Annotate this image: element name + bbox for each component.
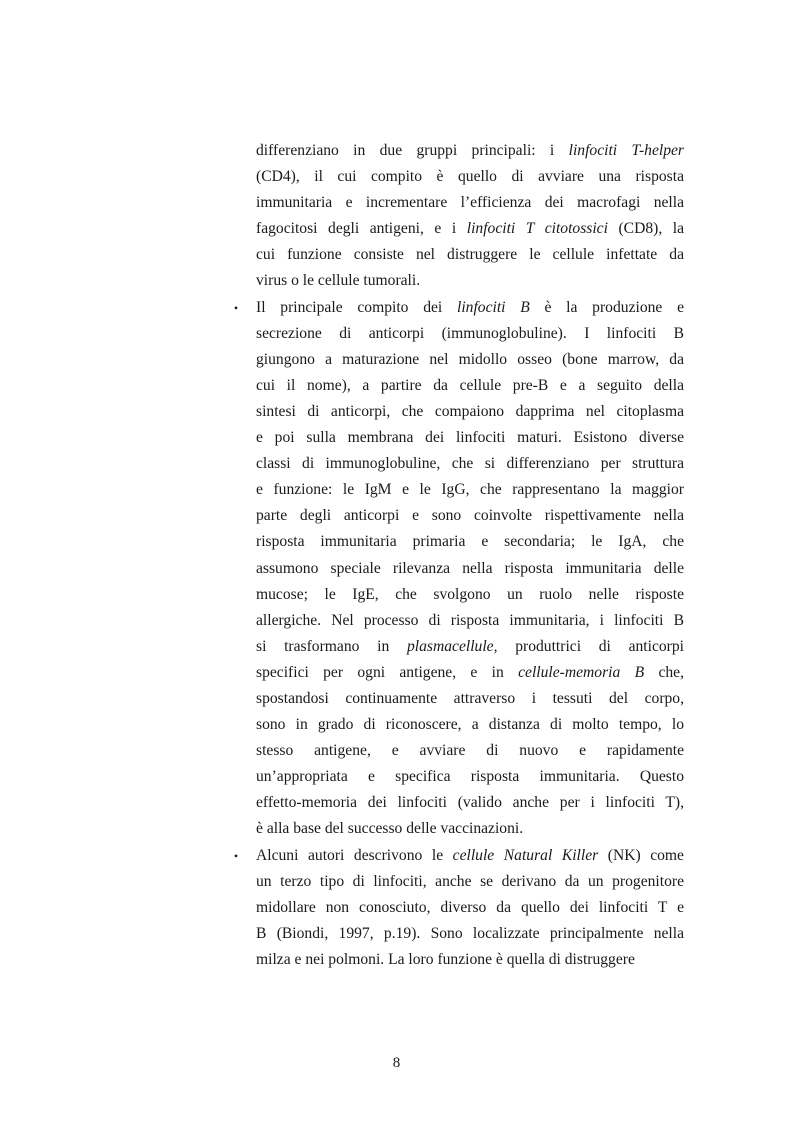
- text-run: milza e nei polmoni. La loro funzione è quella di distruggere: [256, 951, 635, 969]
- text-run: e funzione: le IgM e le IgG, che rappresentano la maggior: [256, 481, 684, 499]
- text-run: midollare non conosciuto, diverso da quello dei linfociti T e: [256, 898, 684, 916]
- text-run: risposta immunitaria primaria e secondaria; le IgA, che: [256, 533, 684, 551]
- bullet-icon: •: [233, 848, 239, 863]
- text-run: , produttrici di anticorpi: [493, 637, 684, 655]
- text-line: [256, 634, 684, 660]
- text-run: assumono speciale rilevanza nella risposta immunitaria delle: [256, 559, 684, 577]
- text-run: secrezione di anticorpi (immunoglobuline). I linfociti B: [256, 324, 684, 342]
- text-run: un’appropriata e specifica risposta immunitaria. Questo: [256, 768, 684, 786]
- text-run: stesso antigene, e avviare di nuovo e rapidamente: [256, 742, 684, 760]
- text-line: [256, 790, 684, 816]
- text-line: [256, 268, 684, 294]
- text-line: [256, 816, 684, 842]
- bullet-item: [256, 843, 684, 973]
- text-run: spostandosi continuamente attraverso i tessuti del corpo,: [256, 690, 684, 707]
- text-run: (CD4), il cui compito è quello di avviare una risposta: [256, 168, 684, 186]
- text-line: [256, 738, 684, 764]
- text-line: [256, 295, 684, 321]
- text-line: [256, 608, 684, 634]
- text-run: virus o le cellule tumorali.: [256, 272, 421, 290]
- text-run: parte degli anticorpi e sono coinvolte rispettivamente nella: [256, 507, 684, 525]
- text-run: si trasformano in: [256, 637, 407, 655]
- text-line: [256, 138, 684, 164]
- text-run: cui il nome), a partire da cellule pre-B e a seguito della: [256, 376, 684, 394]
- text-line: [256, 164, 684, 190]
- text-line: [256, 869, 684, 895]
- text-run: mucose; le IgE, che svolgono un ruolo nelle risposte: [256, 585, 684, 603]
- text-run: B (Biondi, 1997, p.19). Sono localizzate principalmente nella: [256, 924, 684, 942]
- text-line: [256, 895, 684, 921]
- text-line: [256, 556, 684, 582]
- text-line: [256, 921, 684, 947]
- page-number: 8: [392, 1055, 401, 1071]
- text-line: [256, 477, 684, 503]
- italic-term: linfociti T citotossici: [466, 220, 608, 238]
- italic-term: cellule-memoria B: [518, 663, 645, 681]
- text-run: (CD8), la: [607, 220, 685, 238]
- text-run: giungono a maturazione nel midollo osseo (bone marrow, da: [256, 350, 684, 368]
- text-run: immunitaria e incrementare l’efficienza dei macrofagi nella: [256, 194, 684, 212]
- text-line: [256, 503, 684, 529]
- text-run: allergiche. Nel processo di risposta immunitaria, i linfociti B: [256, 611, 684, 629]
- bullet-item: [256, 295, 684, 843]
- text-run: e poi sulla membrana dei linfociti maturi. Esistono diverse: [256, 429, 684, 447]
- text-run: è alla base del successo delle vaccinazioni.: [256, 820, 524, 838]
- text-line: [256, 373, 684, 399]
- text-line: [256, 712, 684, 738]
- text-run: fagocitosi degli antigeni, e i: [256, 220, 467, 238]
- text-line: [256, 242, 684, 268]
- text-run: Alcuni autori descrivono le: [256, 846, 453, 864]
- italic-term: linfociti T-helper: [568, 142, 684, 159]
- text-line: [256, 216, 684, 242]
- text-line: [256, 843, 684, 869]
- text-run: effetto-memoria dei linfociti (valido anche per i linfociti T),: [256, 794, 684, 812]
- text-line: [256, 451, 684, 477]
- text-line: [256, 425, 684, 451]
- text-run: cui funzione consiste nel distruggere le cellule infettate da: [256, 246, 684, 264]
- text-line: [256, 347, 684, 373]
- text-line: [256, 660, 684, 686]
- text-run: differenziano in due gruppi principali: i: [256, 142, 569, 159]
- text-run: che,: [644, 663, 684, 681]
- text-run: (NK) come: [598, 846, 684, 864]
- bullet-icon: •: [233, 300, 239, 315]
- text-line: [256, 190, 684, 216]
- text-line: [256, 686, 684, 712]
- text-line: [256, 764, 684, 790]
- text-run: specifici per ogni antigene, e in: [256, 663, 519, 681]
- italic-term: cellule Natural Killer: [452, 846, 599, 864]
- italic-term: plasmacellule: [406, 637, 494, 655]
- text-line: [256, 582, 684, 608]
- text-line: [256, 399, 684, 425]
- text-run: sintesi di anticorpi, che compaiono dapprima nel citoplasma: [256, 402, 684, 420]
- italic-term: linfociti B: [457, 298, 530, 316]
- text-line: [256, 529, 684, 555]
- paragraph: [256, 138, 684, 295]
- text-line: [256, 321, 684, 347]
- text-run: classi di immunoglobuline, che si differenziano per struttura: [256, 455, 684, 473]
- text-run: è la produzione e: [529, 298, 684, 316]
- text-run: un terzo tipo di linfociti, anche se derivano da un progenitore: [256, 872, 684, 890]
- text-run: sono in grado di riconoscere, a distanza di molto tempo, lo: [256, 716, 684, 734]
- text-run: Il principale compito dei: [256, 298, 457, 316]
- text-line: [256, 947, 684, 973]
